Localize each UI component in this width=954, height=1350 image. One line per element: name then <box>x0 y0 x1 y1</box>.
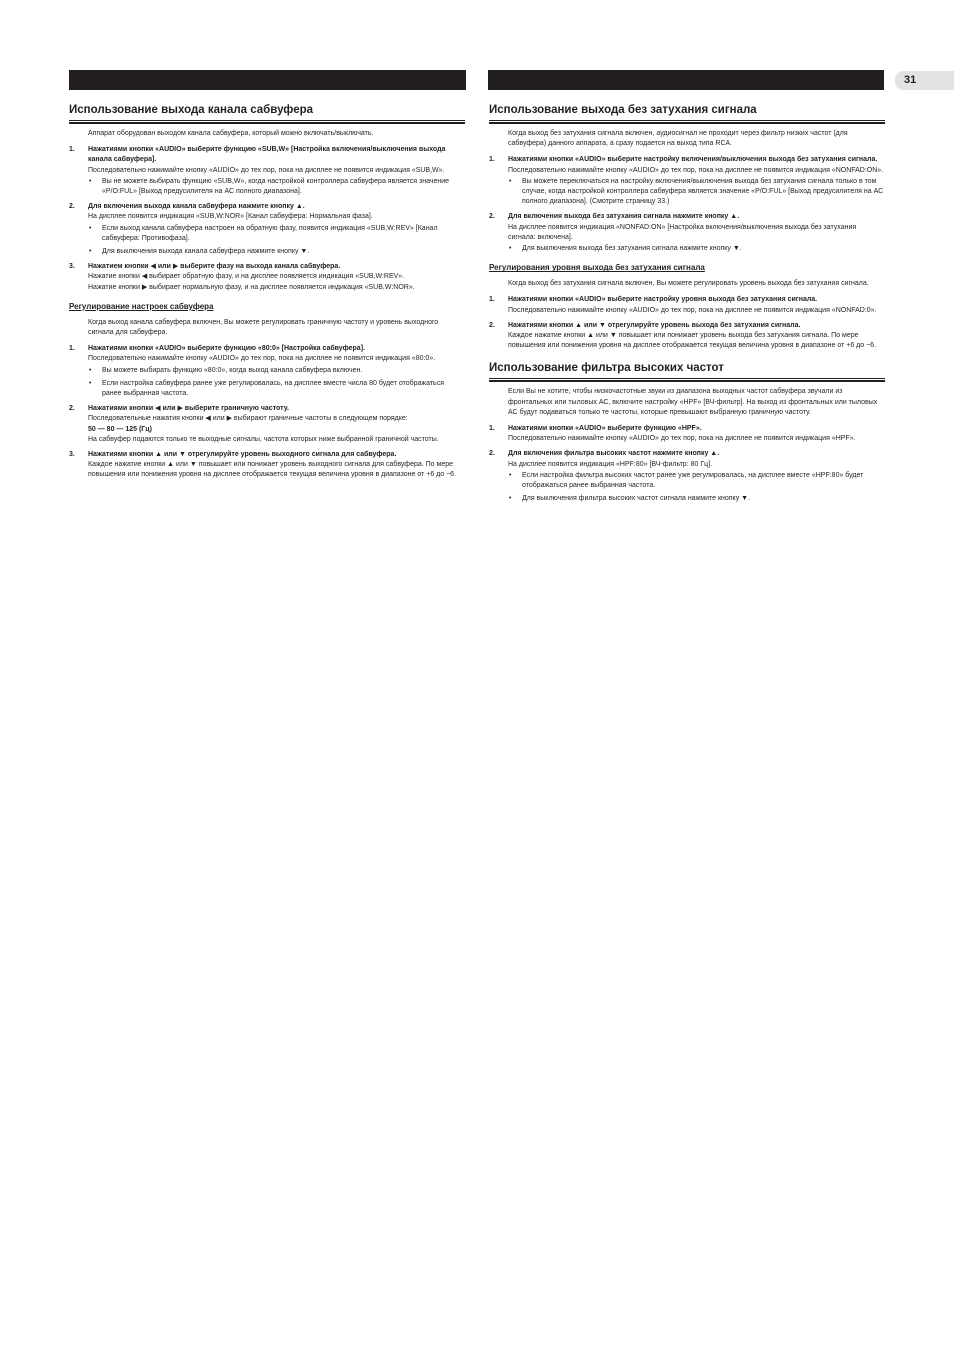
step-body: Последовательно нажимайте кнопку «AUDIO» до тех пор, пока на дисплее не появится индикация «NONFAD:0». <box>508 306 877 314</box>
step-body: Последовательно нажимайте кнопку «AUDIO» до тех пор, пока на дисплее не появится индикация «HPF». <box>508 435 856 443</box>
step-body: Каждое нажатие кнопки ▲ или ▼ повышает или понижает уровень выхода без затухания сигнала. По мере повышения или понижения уровня на дисплее отображается текущая величина уровня в диапазоне от +6 до −6. <box>508 332 877 350</box>
step-body: Последовательно нажимайте кнопку «AUDIO» до тех пор, пока на дисплее не появится индикация «80:0». <box>88 355 436 363</box>
step-title: Нажатиями кнопки ▲ или ▼ отрегулируйте уровень выходного сигнала для сабвуфера. <box>88 451 397 459</box>
step-title: Нажатиями кнопки «AUDIO» выберите функцию «80:0» [Настройка сабвуфера]. <box>88 345 365 353</box>
step-body: Последовательные нажатия кнопки ◀ или ▶ выбирают граничные частоты в следующем порядке: <box>88 415 408 423</box>
step-item <box>69 145 465 197</box>
step-number: 2. <box>69 203 75 211</box>
bullet-text: Если выход канала сабвуфера настроен на обратную фазу, появится индикация «SUB,W:REV» [Канал сабвуфера: Противофаза]. <box>102 224 438 242</box>
step-number: 1. <box>489 156 495 164</box>
step-title: Для включения выхода без затухания сигнала нажмите кнопку ▲. <box>508 213 740 221</box>
step-number: 1. <box>489 296 495 304</box>
bullet-note <box>489 177 885 208</box>
bullet-note <box>489 471 885 491</box>
step-title: Нажатием кнопки ◀ или ▶ выберите фазу на выхода канала сабвуфера. <box>88 263 341 271</box>
step-body: На дисплее появится индикация «SUB,W:NOR» [Канал сабвуфера: Нормальная фаза]. <box>88 213 373 221</box>
bullet-text: Вы можете переключаться на настройку включения/выключения выхода без затухания сигнала только в том случае, когда настройкой контроллера сабвуфера является значение «P/O:FUL» [Выход предусилителя на АС полного диапазона]. (Смотрите страницу 33.) <box>522 177 884 206</box>
bullet-marker: • <box>89 366 92 374</box>
bullet-text: Вы можете выбирать функцию «80:0», когда выход канала сабвуфера включен. <box>102 366 363 374</box>
intro-subwoofer: Аппарат оборудован выходом канала сабвуфера, который можно включать/выключать. <box>88 130 374 137</box>
section-title-subwoofer: Использование выхода канала сабвуфера <box>69 103 465 121</box>
step-number: 3. <box>69 263 75 271</box>
section-title-hpf: Использование фильтра высоких частот <box>489 361 885 379</box>
step-item <box>69 202 465 257</box>
bullet-note <box>69 379 465 399</box>
right-column <box>489 103 885 509</box>
bullet-text: Для выключения выхода канала сабвуфера нажмите кнопку ▼. <box>102 248 310 256</box>
step-item <box>69 450 465 481</box>
step-item <box>489 295 885 315</box>
intro-hpf: Если Вы не хотите, чтобы низкочастотные звуки из диапазона выходных частот сабвуфера звучали из фронтальных или тыловых АС, включите настройку «HPF» [ВЧ-фильтр]. На выход из фронтальных или тыловых АС будут подаваться только те частоты, которые превышают выбранную граничную частоту. <box>508 388 878 416</box>
subsection-title-subwoofer-settings: Регулирование настроек сабвуфера <box>69 301 214 311</box>
step-number: 1. <box>489 425 495 433</box>
step-number: 3. <box>69 451 75 459</box>
step-body: Нажатие кнопки ▶ выбирает нормальную фазу, и на дисплее появляется индикация «SUB,W:NOR». <box>88 283 415 291</box>
bullet-marker: • <box>509 245 512 253</box>
page-number: 31 <box>904 74 917 86</box>
bullet-note <box>69 224 465 244</box>
step-number: 2. <box>489 450 495 458</box>
bullet-marker: • <box>89 224 92 232</box>
bullet-marker: • <box>89 379 92 387</box>
step-number: 1. <box>69 345 75 353</box>
step-item <box>69 404 465 445</box>
intro-subwoofer-settings: Когда выход канала сабвуфера включен, Вы можете регулировать граничную частоту и уровень выходного сигнала для сабвуфера. <box>88 318 439 337</box>
bullet-text: Для выключения выхода без затухания сигнала нажмите кнопку ▼. <box>522 245 742 253</box>
bullet-marker: • <box>509 471 512 479</box>
bullet-note <box>489 494 885 504</box>
step-number: 2. <box>69 405 75 413</box>
header-bar-right <box>488 70 884 90</box>
step-title: Нажатиями кнопки «AUDIO» выберите настройку уровня выхода без затухания сигнала. <box>508 296 818 304</box>
step-item <box>69 262 465 293</box>
page-number-tab <box>895 71 954 90</box>
step-title: Нажатиями кнопки ◀ или ▶ выберите граничную частоту. <box>88 405 289 413</box>
step-body: На дисплее появится индикация «NONFAD:ON» [Настройка включения/выключения выхода без затухания сигнала: включена]. <box>508 223 857 241</box>
bullet-marker: • <box>509 495 512 503</box>
step-body: Каждое нажатие кнопки ▲ или ▼ повышает или понижает уровень выходного сигнала для сабвуфера. По мере повышения или понижения уровня на дисплее отображается текущая величина уровня в диапазоне от +6 до −6. <box>88 461 457 479</box>
step-title: Нажатиями кнопки «AUDIO» выберите функцию «SUB,W» [Настройка включения/выключения выхода канала сабвуфера]. <box>88 146 446 164</box>
step-number: 2. <box>489 213 495 221</box>
step-number: 2. <box>489 321 495 329</box>
step-item <box>489 424 885 444</box>
step-title: Для включения фильтра высоких частот нажмите кнопку ▲. <box>508 450 720 458</box>
bullet-text: Для выключения фильтра высоких частот сигнала нажмите кнопку ▼. <box>522 495 751 503</box>
step-item <box>489 321 885 352</box>
bullet-note <box>69 366 465 376</box>
step-body: Нажатие кнопки ◀ выбирает обратную фазу, и на дисплее появляется индикация «SUB,W:REV». <box>88 273 405 281</box>
bullet-marker: • <box>509 177 512 185</box>
bullet-text: Вы не можете выбирать функцию «SUB,W», когда настройкой контроллера сабвуфера является значение «P/O:FUL» [Выход предусилителя на АС полного диапазона]. <box>102 177 450 196</box>
section-title-nonfading: Использование выхода без затухания сигнала <box>489 103 885 121</box>
step-body: Последовательно нажимайте кнопку «AUDIO» до тех пор, пока на дисплее не появится индикация «SUB,W». <box>88 166 445 174</box>
step-title: Нажатиями кнопки «AUDIO» выберите настройку включения/выключения выхода без затухания сигнала. <box>508 156 878 164</box>
step-item <box>69 344 465 399</box>
step-title: Нажатиями кнопки «AUDIO» выберите функцию «HPF». <box>508 425 702 433</box>
step-item <box>489 212 885 254</box>
bullet-note <box>69 247 465 257</box>
step-title: Нажатиями кнопки ▲ или ▼ отрегулируйте уровень выхода без затухания сигнала. <box>508 321 801 329</box>
bullet-text: Если настройка сабвуфера ранее уже регулировалась, на дисплее вместе числа 80 будет отображаться ранее выбранная частота. <box>102 379 444 398</box>
left-column <box>69 103 465 486</box>
step-item <box>489 449 885 504</box>
bullet-note <box>69 177 465 197</box>
subsection-title-nonfading-level: Регулирования уровня выхода без затухания сигнала <box>489 263 705 273</box>
step-body: Последовательно нажимайте кнопку «AUDIO» до тех пор, пока на дисплее не появится индикация «NONFAD:ON». <box>508 166 884 174</box>
bullet-note <box>489 244 885 254</box>
bullet-text: Если настройка фильтра высоких частот ранее уже регулировалась, на дисплее вместе «HPF:80» будет отображаться ранее выбранная частота. <box>522 471 864 490</box>
intro-nonfading-level: Когда выход без затухания сигнала включен, Вы можете регулировать уровень выхода без затухания сигнала. <box>508 280 869 288</box>
intro-nonfading: Когда выход без затухания сигнала включен, аудиосигнал не проходит через фильтр низких частот (для сабвуфера) данного аппарата, а сразу подается на выход типа RCA. <box>508 130 848 148</box>
header-bar-left <box>69 70 466 90</box>
step-title: Для включения выхода канала сабвуфера нажмите кнопку ▲. <box>88 203 305 211</box>
step-body: На дисплее появится индикация «HPF:80» [ВЧ-фильтр: 80 Гц]. <box>508 460 713 468</box>
step-item <box>489 155 885 207</box>
frequency-sequence: 50 — 80 — 125 (Гц) <box>88 425 152 433</box>
bullet-marker: • <box>89 248 92 256</box>
step-body: На сабвуфер подаются только те выходные сигналы, частота которых ниже выбранной граничной частоты. <box>88 435 439 443</box>
bullet-marker: • <box>89 177 92 185</box>
step-number: 1. <box>69 146 75 154</box>
